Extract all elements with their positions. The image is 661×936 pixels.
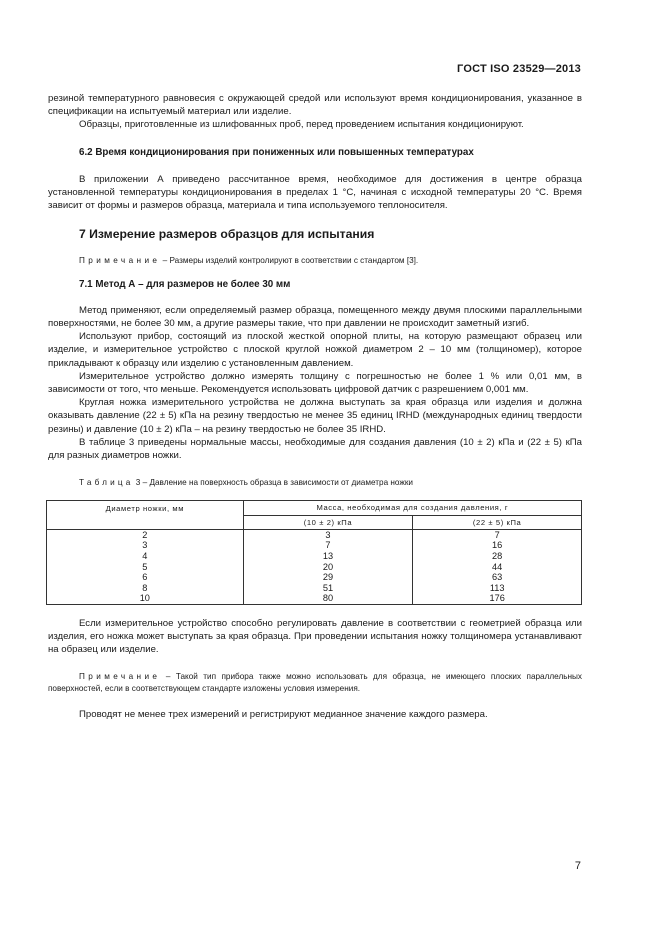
note-1 <box>48 255 582 267</box>
paragraph-method-a: Метод применяют, если определяемый размер образца, помещенного между двумя плоскими параллельными поверхностями, не более 30 мм, а другие размеры такие, что при давлении не происходит заметный изгиб. <box>48 304 582 330</box>
table-cell: 7 <box>243 540 413 551</box>
table-cell: 29 <box>243 572 413 583</box>
table-cell: 28 <box>413 551 582 562</box>
table-cell: 4 <box>47 551 244 562</box>
paragraph-ground-samples: Образцы, приготовленные из шлифованных проб, перед проведением испытания кондиционируют. <box>79 119 524 131</box>
table-3-header-mass: Масса, необходимая для создания давления, г <box>243 501 581 515</box>
table-cell: 3 <box>243 529 413 540</box>
table-cell: 16 <box>413 540 582 551</box>
paragraph-measurements: Проводят не менее трех измерений и регистрируют медианное значение каждого размера. <box>79 708 488 720</box>
table-3-caption <box>79 476 582 489</box>
table-3-header-diameter: Диаметр ножки, мм <box>47 501 244 529</box>
section-heading-7: 7 Измерение размеров образцов для испытания <box>79 227 375 242</box>
table-cell: 5 <box>47 562 244 573</box>
paragraph-accuracy: Измерительное устройство должно измерять толщину с погрешностью не более 1 % или 0,01 мм, в зависимости от того, что меньше. Рекомендуется использовать цифровой датчик с разрешением 0,001 мм. <box>48 370 582 396</box>
note-2 <box>48 671 582 695</box>
standard-id-header: ГОСТ ISO 23529—2013 <box>457 63 581 75</box>
table-cell: 8 <box>47 583 244 594</box>
table-cell: 13 <box>243 551 413 562</box>
table-row <box>47 593 582 604</box>
page-content <box>48 92 582 721</box>
table-3-caption-label: Таблица <box>79 478 134 488</box>
table-cell: 10 <box>47 593 244 604</box>
note-1-text: – Размеры изделий контролируют в соответствии с стандартом [3]. <box>160 255 419 265</box>
note-1-label: Примечание <box>79 255 161 265</box>
table-cell: 176 <box>413 593 582 604</box>
note-2-label: Примечание <box>79 671 161 681</box>
table-row <box>47 572 582 583</box>
table-3-subheader-10kpa: (10 ± 2) кПа <box>243 515 413 529</box>
paragraph-foot-pressure: Круглая ножка измерительного устройства не должна выступать за края образца или изделия и должна оказывать давление (22 ± 5) кПа на резину твердостью не менее 35 единиц IRHD (международных единиц твердости резины) и давление (10 ± 2) кПа – на резину твердостью не более 35 IRHD. <box>48 397 582 435</box>
table-cell: 51 <box>243 583 413 594</box>
table-cell: 63 <box>413 572 582 583</box>
note-2-text: – Такой тип прибора также можно использовать для образца, не имеющего плоских параллельных поверхностей, если в соответствующем стандарте изложены условия измерения. <box>48 671 582 693</box>
section-heading-7-1: 7.1 Метод А – для размеров не более 30 мм <box>79 278 291 290</box>
paragraph-instrument: Используют прибор, состоящий из плоской жесткой опорной плиты, на которую размещают образец или изделие, и измерительное устройство с плоской круглой ножкой диаметром 2 – 10 мм (толщиномер), которое прикладывают к образцу или изделию с установленным давлением. <box>48 331 582 369</box>
table-cell: 3 <box>47 540 244 551</box>
table-cell: 80 <box>243 593 413 604</box>
table-3 <box>46 500 582 605</box>
table-cell: 6 <box>47 572 244 583</box>
table-cell: 44 <box>413 562 582 573</box>
paragraph-table-ref: В таблице 3 приведены нормальные массы, необходимые для создания давления (10 ± 2) кПа и (22 ± 5) кПа для разных диаметров ножки. <box>48 436 582 462</box>
table-cell: 2 <box>47 529 244 540</box>
table-row <box>47 529 582 540</box>
table-row <box>47 562 582 573</box>
paragraph-continuation: резиной температурного равновесия с окружающей средой или используют время кондиционирования, указанное в спецификации на испытуемый материал или изделие. <box>48 93 582 118</box>
page-number: 7 <box>574 860 581 872</box>
table-cell: 113 <box>413 583 582 594</box>
paragraph-adjustable-pressure: Если измерительное устройство способно регулировать давление в соответствии с геометрией образца или изделия, его ножка может выступать за края образца. При проведении испытания ножку толщиномера устанавливают на образец или изделие. <box>48 618 582 656</box>
table-row <box>47 540 582 551</box>
table-row <box>47 551 582 562</box>
paragraph-appendix-a: В приложении А приведено рассчитанное время, необходимое для достижения в центре образца установленной температуры кондиционирования в пределах 1 °С, начиная с исходной температуры 20 °С. Время зависит от формы и размеров образца, материала и типа используемого теплоносителя. <box>48 173 582 212</box>
table-3-subheader-22kpa: (22 ± 5) кПа <box>413 515 582 529</box>
table-cell: 7 <box>413 529 582 540</box>
table-cell: 20 <box>243 562 413 573</box>
section-heading-6-2: 6.2 Время кондиционирования при пониженных или повышенных температурах <box>79 146 474 158</box>
table-row <box>47 583 582 594</box>
table-3-caption-text: 3 – Давление на поверхность образца в зависимости от диаметра ножки <box>133 478 414 488</box>
